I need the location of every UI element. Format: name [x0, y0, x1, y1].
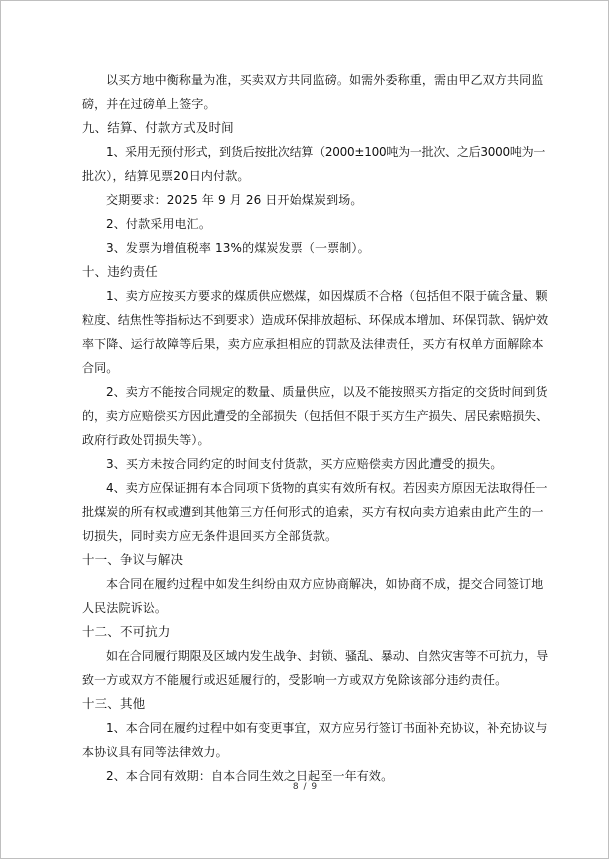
text-line: 以买方地中衡称量为准，买卖双方共同监磅。如需外委称重，需由甲乙双方共同监	[106, 73, 544, 87]
section-heading: 九、结算、付款方式及时间	[82, 120, 234, 135]
text-line: 1、卖方应按买方要求的煤质供应燃煤，如因煤质不合格（包括但不限于硫含量、颗	[106, 289, 548, 303]
text-line: 率下降、运行故障等后果，卖方应承担相应的罚款及法律责任，买方有权单方面解除本	[82, 337, 544, 351]
text-line: 的，卖方应赔偿买方因此遭受的全部损失（包括但不限于买方生产损失、居民索赔损失、	[82, 409, 549, 423]
section-heading: 十一、争议与解决	[82, 552, 184, 567]
section-heading: 十三、其他	[82, 696, 146, 711]
text-line: 致一方或双方不能履行或迟延履行的，受影响一方或双方免除该部分违约责任。	[82, 673, 508, 687]
text-line: 2、本合同有效期：自本合同生效之日起至一年有效。	[106, 769, 394, 783]
text-line: 交期要求：2025 年 9 月 26 日开始煤炭到场。	[106, 193, 363, 207]
text-line: 4、卖方应保证拥有本合同项下货物的真实有效所有权。若因卖方原因无法取得任一	[106, 481, 548, 495]
text-line: 粒度、结焦性等指标达不到要求）造成环保排放超标、环保成本增加、环保罚款、锅炉效	[82, 313, 549, 327]
text-line: 人民法院诉讼。	[82, 601, 168, 615]
text-line: 切损失，同时卖方应无条件退回买方全部货款。	[82, 529, 338, 543]
document-body	[82, 68, 548, 788]
text-line: 3、发票为增值税率 13%的煤炭发票（一票制）。	[106, 241, 370, 255]
text-line: 如在合同履行期限及区域内发生战争、封锁、骚乱、暴动、自然灾害等不可抗力，导	[106, 649, 549, 663]
text-line: 1、采用无预付形式，到货后按批次结算（2000±100吨为一批次、之后3000吨为一	[106, 145, 546, 159]
text-line: 合同。	[82, 361, 119, 375]
text-line: 3、买方未按合同约定的时间支付货款，买方应赔偿卖方因此遭受的损失。	[106, 457, 503, 471]
text-line: 政府行政处罚损失等）。	[82, 433, 210, 447]
text-line: 批次），结算见票20日内付款。	[82, 169, 250, 183]
text-line: 磅，并在过磅单上签字。	[82, 97, 216, 111]
text-line: 2、付款采用电汇。	[106, 217, 211, 231]
text-line: 批煤炭的所有权或遭到其他第三方任何形式的追索，买方有权向卖方追索由此产生的一	[82, 505, 544, 519]
text-line: 本协议具有同等法律效力。	[82, 745, 228, 759]
text-line: 1、本合同在履约过程中如有变更事宜，双方应另行签订书面补充协议，补充协议与	[106, 721, 548, 735]
text-line: 2、卖方不能按合同规定的数量、质量供应，以及不能按照买方指定的交货时间到货	[106, 385, 548, 399]
text-line: 本合同在履约过程中如发生纠纷由双方应协商解决，如协商不成，提交合同签订地	[106, 577, 544, 591]
page-number: 8 / 9	[292, 782, 319, 792]
section-heading: 十二、不可抗力	[82, 624, 171, 639]
section-heading: 十、违约责任	[82, 264, 158, 279]
